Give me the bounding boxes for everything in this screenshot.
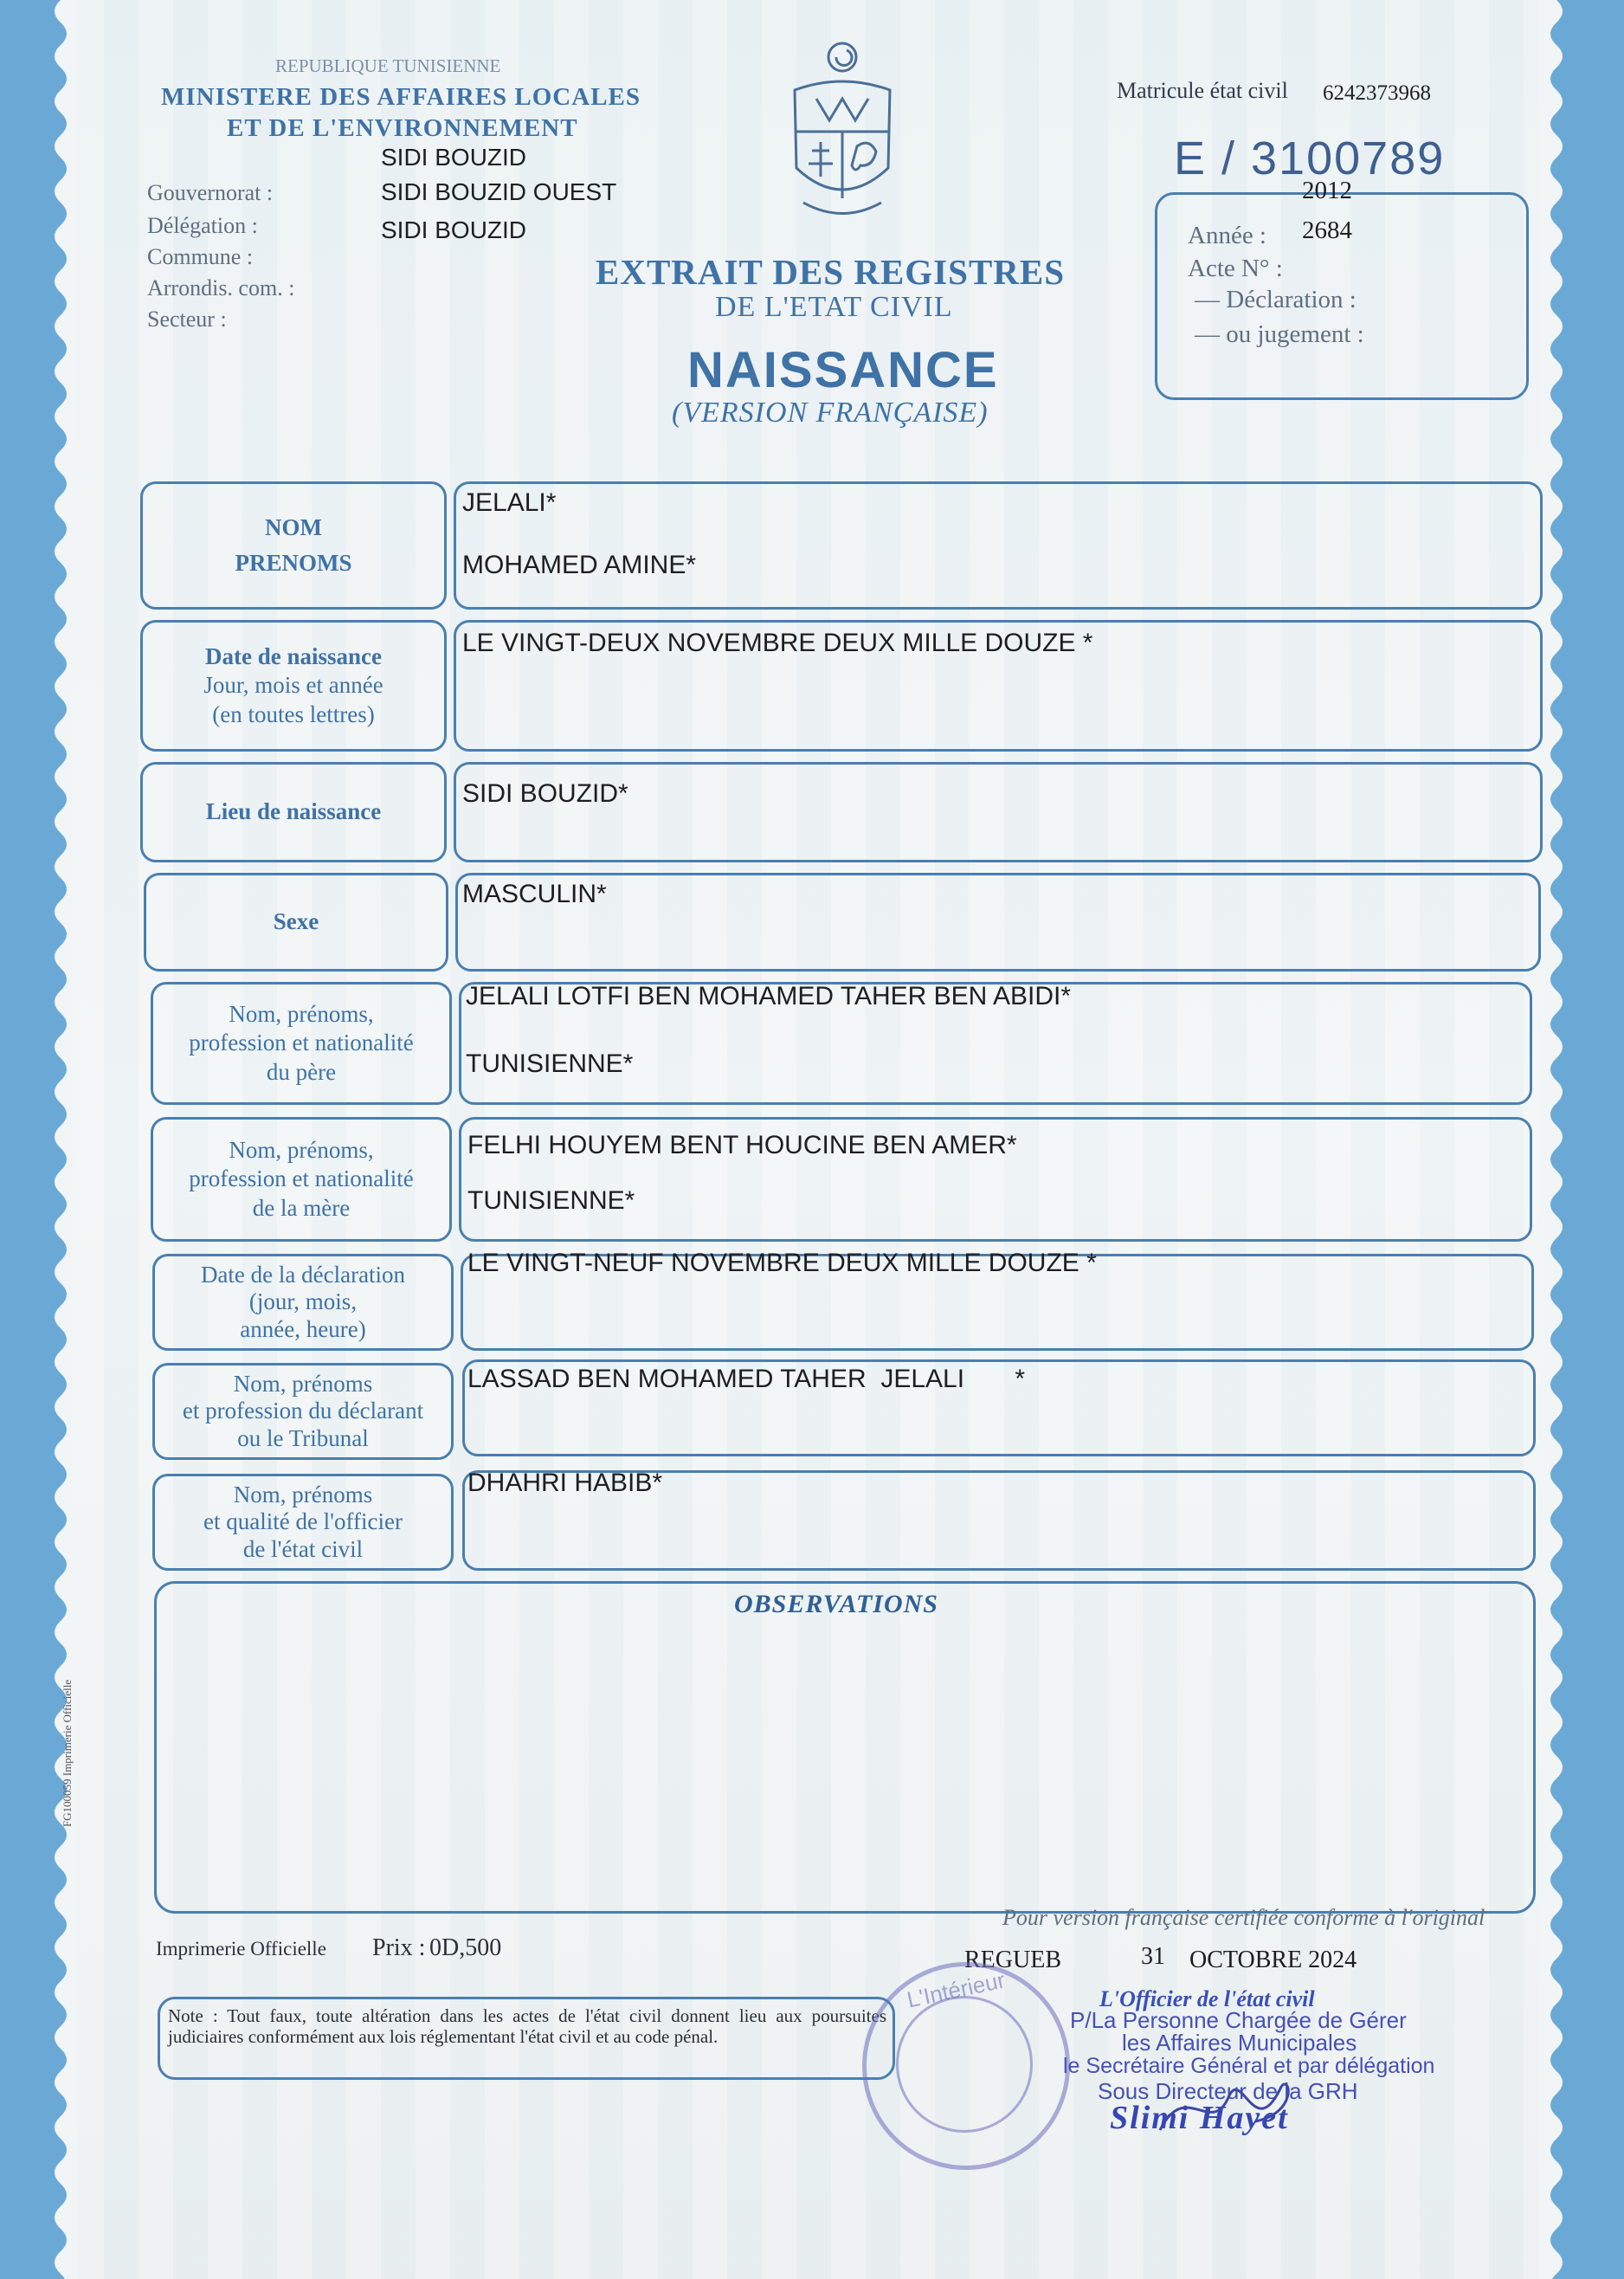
declaration-label: — Déclaration : <box>1195 286 1357 313</box>
delegation-label: Délégation : <box>147 213 258 238</box>
label-lieu-naissance <box>140 762 447 862</box>
gouvernorat-label: Gouvernorat : <box>147 180 274 205</box>
value-declaration: LE VINGT-NEUF NOVEMBRE DEUX MILLE DOUZE * <box>467 1249 1097 1277</box>
label-declaration-3: année, heure) <box>240 1315 366 1342</box>
signature-line-1: P/La Personne Chargée de Gérer <box>1070 2007 1407 2033</box>
observations-heading: OBSERVATIONS <box>734 1590 938 1618</box>
ministere-line-2: ET DE L'ENVIRONNEMENT <box>227 114 578 142</box>
value-officier: DHAHRI HABIB* <box>467 1469 663 1497</box>
delegation-value: SIDI BOUZID OUEST <box>381 178 617 205</box>
imprimerie-officielle: Imprimerie Officielle <box>156 1938 326 1959</box>
official-round-stamp <box>862 1962 1070 2170</box>
annee-label: Année : <box>1188 222 1266 249</box>
label-officier-2: et qualité de l'officier <box>203 1508 403 1535</box>
label-mere-1: Nom, prénoms, <box>229 1137 374 1164</box>
ministere-line-1: MINISTERE DES AFFAIRES LOCALES <box>161 83 641 111</box>
handwritten-signature <box>1151 2061 1307 2147</box>
title-extrait: EXTRAIT DES REGISTRES <box>596 252 1066 292</box>
signature-place: REGUEB <box>964 1947 1061 1973</box>
acte-label: Acte N° : <box>1188 255 1283 282</box>
commune-value: SIDI BOUZID <box>381 216 527 243</box>
gouvernorat-value: SIDI BOUZID <box>381 144 527 171</box>
value-pere-nom: JELALI LOTFI BEN MOHAMED TAHER BEN ABIDI* <box>466 982 1072 1010</box>
label-declarant <box>152 1363 454 1460</box>
label-date-declaration <box>152 1254 454 1351</box>
serial-number: E / 3100789 <box>1174 132 1446 184</box>
signature-line-2: les Affaires Municipales <box>1122 2030 1357 2056</box>
jugement-label: — ou jugement : <box>1195 320 1364 348</box>
label-declarant-1: Nom, prénoms <box>233 1371 373 1398</box>
label-declarant-3: ou le Tribunal <box>237 1424 369 1451</box>
prix-label: Prix : <box>372 1934 426 1961</box>
value-lieu: SIDI BOUZID* <box>462 779 628 808</box>
tunisia-coat-of-arms <box>777 38 907 229</box>
commune-label: Commune : <box>147 244 254 269</box>
annee-value: 2012 <box>1302 177 1352 204</box>
label-officier-1: Nom, prénoms <box>233 1482 373 1508</box>
side-print-code: FG100059 Imprimerie Officielle <box>61 1679 74 1827</box>
signature-day: 31 <box>1141 1943 1165 1970</box>
label-officier <box>152 1474 454 1571</box>
signature-date: OCTOBRE 2024 <box>1189 1947 1357 1973</box>
label-date-naissance-1: Date de naissance <box>205 643 382 670</box>
label-sexe <box>144 873 448 972</box>
certifiee-conforme: Pour version française certifiée conforme à l'original <box>1002 1905 1485 1930</box>
label-prenoms: PRENOMS <box>235 550 352 576</box>
matricule-value: 6242373968 <box>1323 81 1431 105</box>
label-date-naissance-2: Jour, mois et année <box>203 672 383 699</box>
officier-title: L'Officier de l'état civil <box>1099 1986 1315 2011</box>
right-security-border <box>1539 0 1624 2279</box>
observations-box <box>154 1581 1536 1914</box>
label-mere-3: de la mère <box>252 1194 351 1221</box>
left-security-border <box>0 0 78 2279</box>
label-declaration-1: Date de la déclaration <box>200 1262 406 1288</box>
value-box-nom <box>454 481 1543 610</box>
stamp-text: L'Intérieur <box>905 1966 1008 2013</box>
value-pere-nationalite: TUNISIENNE* <box>466 1049 634 1078</box>
secteur-label: Secteur : <box>147 307 227 332</box>
value-date-naissance: LE VINGT-DEUX NOVEMBRE DEUX MILLE DOUZE * <box>462 629 1093 657</box>
acte-value: 2684 <box>1302 216 1352 244</box>
signature-line-3: le Secrétaire Général et par délégation <box>1063 2054 1435 2078</box>
signature-name: Slimi Hayet <box>1110 2100 1289 2136</box>
label-mere <box>151 1117 452 1242</box>
official-stamp-inner-ring <box>896 1996 1033 2133</box>
value-mere-nom: FELHI HOUYEM BENT HOUCINE BEN AMER* <box>467 1131 1017 1159</box>
label-officier-3: de l'état civil <box>242 1535 364 1562</box>
label-sexe-text: Sexe <box>273 908 319 935</box>
value-prenoms: MOHAMED AMINE* <box>462 551 697 579</box>
label-date-naissance-3: (en toutes lettres) <box>212 700 375 727</box>
label-declarant-2: et profession du déclarant <box>182 1398 424 1424</box>
value-sexe: MASCULIN* <box>462 880 607 908</box>
signature-line-4: Sous Directeur de la GRH <box>1098 2078 1358 2104</box>
label-pere-2: profession et nationalité <box>189 1030 414 1056</box>
label-pere-1: Nom, prénoms, <box>229 1001 374 1028</box>
label-date-naissance <box>140 620 447 752</box>
label-declaration-2: (jour, mois, <box>248 1288 358 1315</box>
republique-text: REPUBLIQUE TUNISIENNE <box>275 55 501 76</box>
value-box-sexe <box>455 873 1541 972</box>
value-box-lieu <box>454 762 1543 862</box>
label-pere-3: du père <box>266 1058 337 1085</box>
title-naissance: NAISSANCE <box>687 342 999 398</box>
prix-value: 0D,500 <box>429 1934 502 1961</box>
arrondissement-label: Arrondis. com. : <box>147 275 295 300</box>
value-mere-nationalite: TUNISIENNE* <box>467 1186 635 1215</box>
label-nom: NOM <box>265 513 322 540</box>
value-nom: JELALI* <box>462 488 557 517</box>
title-version: (VERSION FRANÇAISE) <box>672 397 989 429</box>
note-text: Note : Tout faux, toute altération dans les actes de l'état civil donnent lieu aux poursuites judiciaires conformément aux lois réglementant l'état civil et au code pénal. <box>168 2005 886 2047</box>
label-mere-2: profession et nationalité <box>189 1165 414 1192</box>
matricule-label: Matricule état civil <box>1117 78 1288 103</box>
label-lieu-text: Lieu de naissance <box>205 798 382 825</box>
label-nom-prenoms <box>140 481 447 610</box>
value-declarant: LASSAD BEN MOHAMED TAHER JELALI * <box>467 1365 1026 1393</box>
title-etat-civil: DE L'ETAT CIVIL <box>715 291 953 323</box>
label-pere <box>151 982 452 1105</box>
